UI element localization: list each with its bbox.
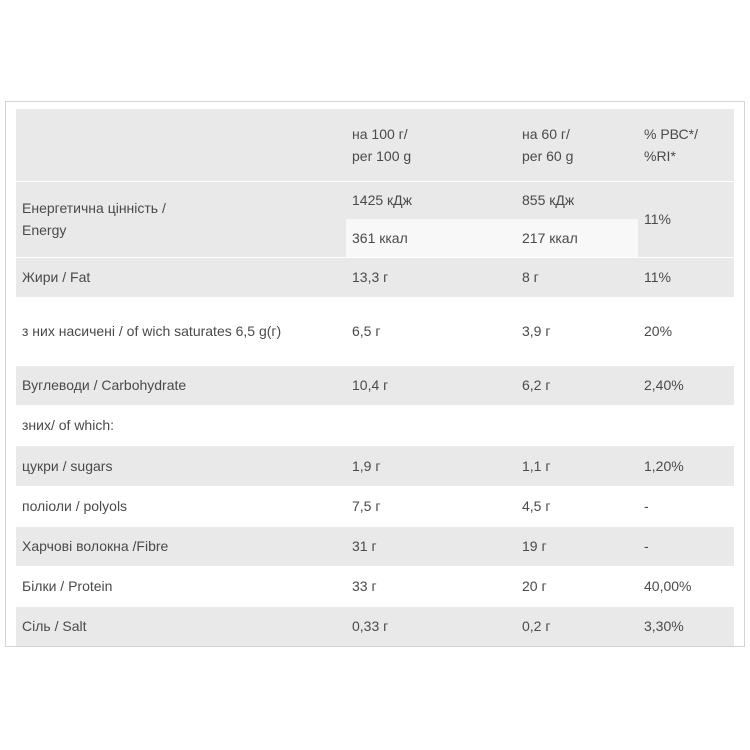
row-value-100g: 10,4 г (346, 365, 516, 405)
table-row-saturates (16, 297, 734, 365)
row-label: Жири / Fat (16, 257, 346, 297)
nutrition-table-frame (5, 101, 745, 647)
row-value-100g: 13,3 г (346, 257, 516, 297)
table-row-salt (16, 606, 734, 646)
energy-kcal-60g: 217 ккал (516, 219, 638, 257)
row-ri: 20% (638, 297, 734, 365)
row-value-100g: 31 г (346, 526, 516, 566)
row-ri: 11% (638, 257, 734, 297)
energy-row-kj (16, 181, 734, 219)
row-value-60g: 4,5 г (516, 486, 638, 526)
table-row-sugars (16, 445, 734, 486)
row-value-100g: 6,5 г (346, 297, 516, 365)
header-per-100g-en: per 100 g (352, 147, 412, 164)
row-label: Сіль / Salt (16, 606, 346, 646)
row-ri: 1,20% (638, 445, 734, 486)
header-ri-ua: % РВС*/ (644, 125, 698, 142)
table-row-carbohydrate (16, 365, 734, 405)
table-row-polyols (16, 486, 734, 526)
row-ri: - (638, 486, 734, 526)
row-label: з них насичені / of wich saturates 6,5 g(г) (16, 297, 346, 365)
row-value-100g: 1,9 г (346, 445, 516, 486)
row-value-100g: 33 г (346, 566, 516, 606)
row-value-60g: 6,2 г (516, 365, 638, 405)
table-row-fat (16, 257, 734, 297)
header-nutrient (16, 109, 346, 181)
row-value-60g: 20 г (516, 566, 638, 606)
row-value-60g: 0,2 г (516, 606, 638, 646)
energy-label (16, 181, 346, 257)
energy-label-en: Energy (22, 222, 67, 238)
row-value-60g: 19 г (516, 526, 638, 566)
energy-label-ua: Енергетична цінність / (22, 200, 166, 216)
row-value-60g: 3,9 г (516, 297, 638, 365)
row-ri: - (638, 526, 734, 566)
row-value-60g: 8 г (516, 257, 638, 297)
table-row-fibre (16, 526, 734, 566)
energy-ri: 11% (638, 181, 734, 257)
header-per-60g-ua: на 60 г/ (522, 125, 570, 142)
header-row (16, 109, 734, 181)
header-per-60g-en: per 60 g (522, 147, 574, 164)
nutrition-table (16, 109, 734, 646)
row-label: Вуглеводи / Carbohydrate (16, 365, 346, 405)
row-ri: 3,30% (638, 606, 734, 646)
row-ri: 2,40% (638, 365, 734, 405)
row-label: Харчові волокна /Fibre (16, 526, 346, 566)
energy-kj-100g: 1425 кДж (346, 181, 516, 219)
row-value-100g (346, 405, 516, 445)
row-value-60g: 1,1 г (516, 445, 638, 486)
table-row-protein (16, 566, 734, 606)
header-per-100g-ua: на 100 г/ (352, 125, 408, 142)
row-label: цукри / sugars (16, 445, 346, 486)
row-value-100g: 7,5 г (346, 486, 516, 526)
row-ri (638, 405, 734, 445)
energy-kcal-100g: 361 ккал (346, 219, 516, 257)
row-label: зних/ of which: (16, 405, 346, 445)
row-label: Білки / Protein (16, 566, 346, 606)
row-label: поліоли / polyols (16, 486, 346, 526)
header-per-100g (346, 109, 516, 181)
table-row-of-which (16, 405, 734, 445)
row-ri: 40,00% (638, 566, 734, 606)
header-ri (638, 109, 734, 181)
row-value-100g: 0,33 г (346, 606, 516, 646)
header-per-60g (516, 109, 638, 181)
energy-kj-60g: 855 кДж (516, 181, 638, 219)
header-ri-en: %RI* (644, 147, 676, 164)
row-value-60g (516, 405, 638, 445)
